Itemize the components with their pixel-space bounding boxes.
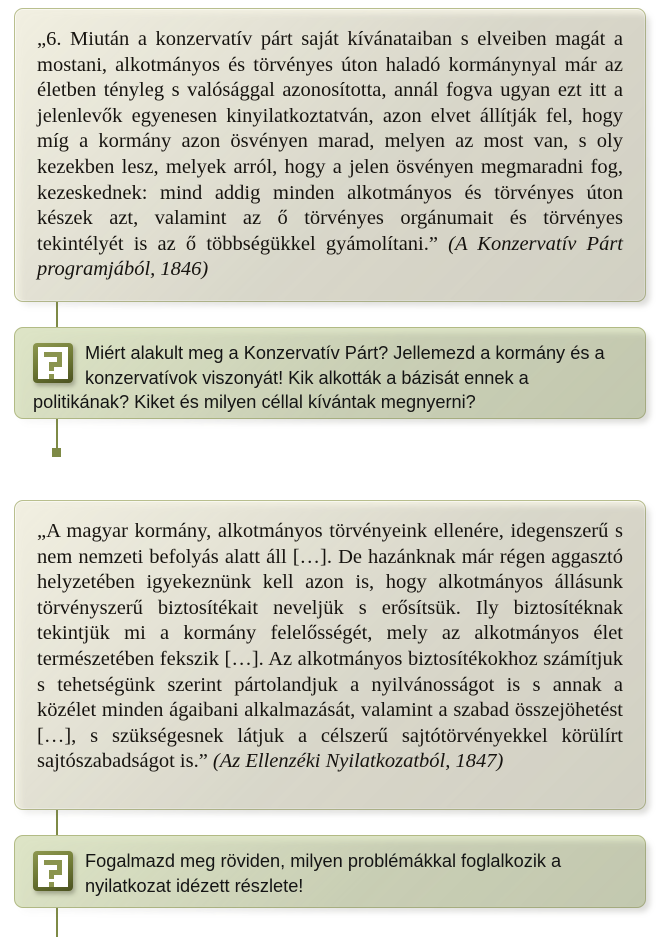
source-quote-body-2 — [15, 501, 645, 789]
question-text-1: Miért alakult meg a Konzervatív Párt? Jellemezd a kormány és a konzervatívok viszonyát! Kik alkották a bázisát ennek a politikának? Kiket és milyen céllal kívántak megnyerni? — [33, 343, 605, 412]
quote-paragraph-2 — [37, 519, 623, 775]
quote-text-1: „6. Miután a konzervatív párt saját kívánataiban s elveiben magát a mostani, alkotmányos és törvényes úton haladó kormánynyal már az életben tényleg s valósággal azonosította, annál fogva ugyan ezt itt a jelenlevők egyenesen kinyilatkoztatván, azon elvet állítják fel, hogy míg a kormány azon ösvényen marad, melyen az most van, s oly kezekben lesz, melyek arról, hogy a jelen ösvényen megmaradni fog, kezeskednek: mind addig minden alkotmányos és törvényes úton készek azt, valamint az ő törvényes orgánumait és törvényes tekintélyét is az ő többségükkel gyámolítani.” — [37, 28, 623, 255]
quote-text-2: „A magyar kormány, alkotmányos törvényeink ellenére, idegenszerű s nem nemzeti befolyás alatt áll […]. De hazánknak már régen aggasztó helyzetében igyekeznünk kell azon is, hogy alkotmányos állásunk törvényszerű biztosítékait neveljük s erősítsük. Ily biztosítéknak tekintjük mi a kormány felelősségét, mely az alkotmányos élet természetében fekszik […]. Az alkotmányos biztosítékokhoz számítjuk s tehetségünk szerint pártolandjuk a nyilvánosságot is s annak a közélet minden ágaibani alkalmazását, valamint a szabad összejöhetést […], s szükségesnek látjuk a célszerű sajtótörvényekkel körülírt sajtószabadságot is.” — [37, 520, 623, 773]
source-quote-card-2 — [14, 500, 646, 810]
question-card-2[interactable] — [14, 835, 646, 908]
question-mark-icon — [33, 851, 73, 891]
question-card-1[interactable] — [14, 327, 646, 419]
question-body-2 — [15, 836, 645, 910]
source-quote-body-1 — [15, 9, 645, 297]
quote-paragraph-1 — [37, 27, 623, 283]
source-quote-card-1 — [14, 8, 646, 302]
quote-source-1: (A Konzervatív Párt programjából, 1846) — [37, 232, 623, 281]
connector-line-4 — [56, 908, 58, 937]
question-mark-icon — [33, 343, 73, 383]
question-body-1 — [15, 328, 645, 427]
question-text-2: Fogalmazd meg röviden, milyen problémákkal foglalkozik a nyilatkozat idézett részlete! — [85, 851, 562, 896]
quote-source-2: (Az Ellenzéki Nyilatkozatból, 1847) — [212, 750, 504, 773]
connector-cap-1 — [52, 448, 61, 457]
